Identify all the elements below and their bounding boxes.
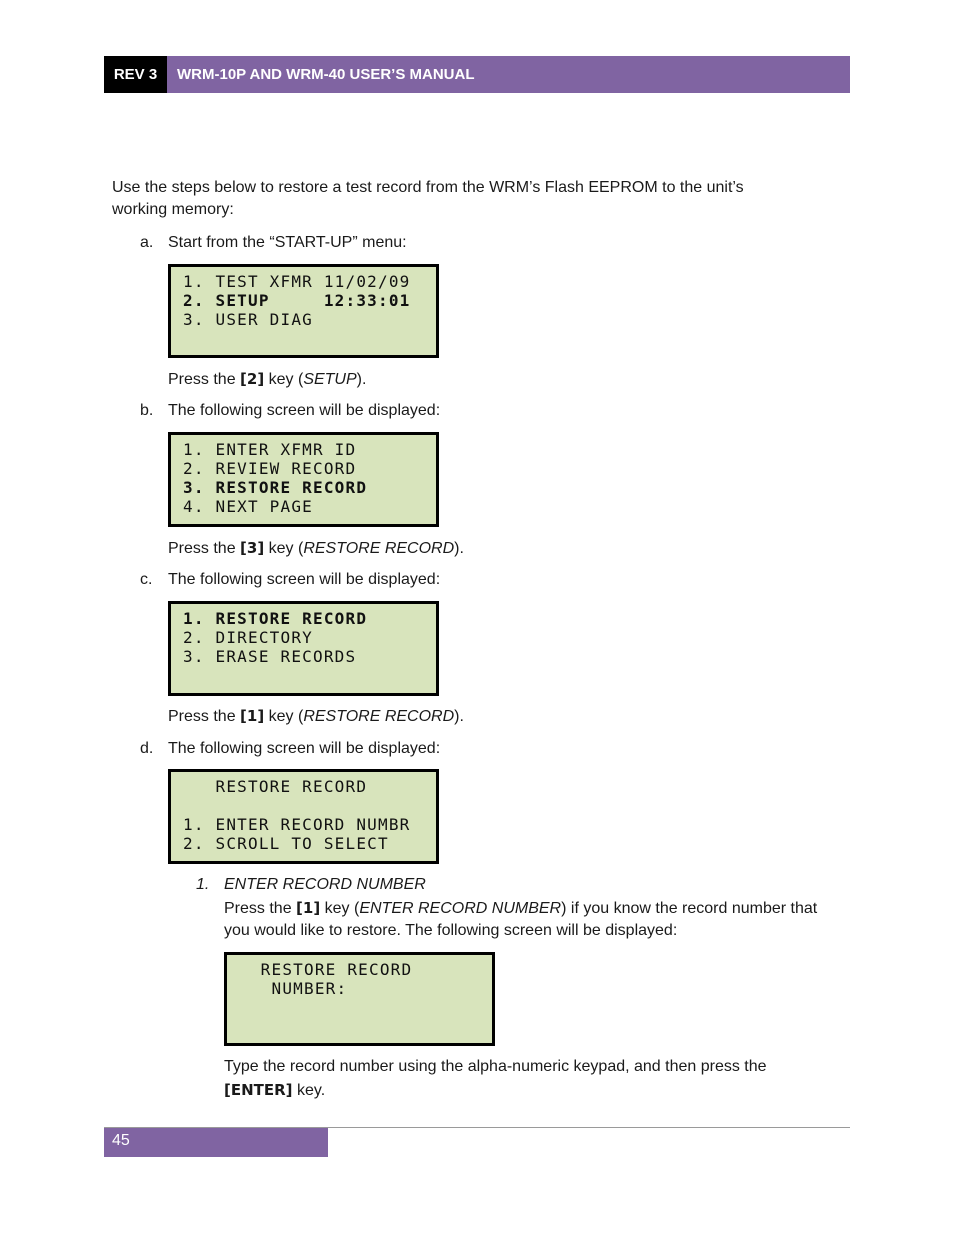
text-fragment: Press the [168,371,241,388]
text-fragment: key. [292,1082,326,1099]
substep-1-after-line-2 [224,1079,325,1102]
footer-page-number-bar [104,1128,328,1157]
lcd-line: 1. ENTER XFMR ID [183,440,357,459]
key-label: [ENTER] [224,1081,293,1099]
rev-label: REV 3 [113,66,158,83]
text-fragment: Press the [168,540,241,557]
menu-option-name: RESTORE RECORD [303,708,455,725]
text-fragment: key ( [264,708,304,725]
lcd-line [239,1017,492,1036]
lcd-screen-setup [168,432,439,527]
text-fragment: ). [356,371,367,388]
manual-title: WRM-10P AND WRM-40 USER’S MANUAL [177,66,475,83]
lcd-line [183,666,436,685]
menu-option-name: ENTER RECORD NUMBER [359,900,562,917]
lcd-line [183,796,436,815]
text-fragment: Press the [224,900,297,917]
substep-1-marker: 1. [196,876,210,893]
header-rev-badge [104,56,167,93]
step-d-text: The following screen will be displayed: [168,740,441,757]
lcd-line [239,998,492,1017]
substep-1-title: ENTER RECORD NUMBER [224,876,426,893]
lcd-line: RESTORE RECORD [183,777,368,796]
intro-line-2: working memory: [112,201,234,218]
lcd-line: 1. TEST XFMR 11/02/09 [183,272,411,291]
lcd-line: 2. DIRECTORY [183,628,313,647]
step-b-marker: b. [140,402,154,419]
lcd-line: 1. ENTER RECORD NUMBR [183,815,411,834]
key-label: [1] [296,899,321,917]
header-title-bar [167,56,850,93]
text-fragment: key ( [264,540,304,557]
text-fragment: key ( [264,371,304,388]
step-d-marker: d. [140,740,154,757]
text-fragment: Press the [168,708,241,725]
step-a-marker: a. [140,234,154,251]
substep-1-line-1 [224,897,817,920]
intro-line-1: Use the steps below to restore a test record from the WRM’s Flash EEPROM to the unit’s [112,179,744,196]
text-fragment: key ( [320,900,360,917]
page-number: 45 [112,1132,130,1149]
menu-option-name: RESTORE RECORD [303,540,455,557]
lcd-line-selected: 2. SETUP 12:33:01 [183,291,411,310]
lcd-line [183,329,436,348]
step-c-instruction [168,705,464,728]
lcd-line: NUMBER: [239,979,348,998]
lcd-line: 2. REVIEW RECORD [183,459,357,478]
lcd-screen-restore-record [168,769,439,864]
step-b-instruction [168,537,464,560]
lcd-line-selected: 1. RESTORE RECORD [183,609,368,628]
lcd-screen-record-number [224,952,495,1046]
menu-option-name: SETUP [303,371,357,388]
lcd-screen-startup [168,264,439,358]
text-fragment: ). [454,540,464,557]
text-fragment: ) if you know the record number that [561,900,818,917]
substep-1-after-line-1: Type the record number using the alpha-numeric keypad, and then press the [224,1058,767,1075]
step-a-instruction [168,368,366,391]
lcd-line: 3. USER DIAG [183,310,313,329]
step-c-marker: c. [140,571,153,588]
lcd-line: 2. SCROLL TO SELECT [183,834,389,853]
lcd-screen-restore-menu [168,601,439,696]
lcd-line: 3. ERASE RECORDS [183,647,357,666]
step-b-text: The following screen will be displayed: [168,402,441,419]
key-label: [1] [240,707,265,725]
step-a-text: Start from the “START-UP” menu: [168,234,407,251]
step-c-text: The following screen will be displayed: [168,571,441,588]
lcd-line-selected: 3. RESTORE RECORD [183,478,368,497]
text-fragment: ). [454,708,464,725]
substep-1-line-2: you would like to restore. The following screen will be displayed: [224,922,678,939]
key-label: [3] [240,539,265,557]
lcd-line: 4. NEXT PAGE [183,497,313,516]
lcd-line: RESTORE RECORD [239,960,413,979]
key-label: [2] [240,370,265,388]
